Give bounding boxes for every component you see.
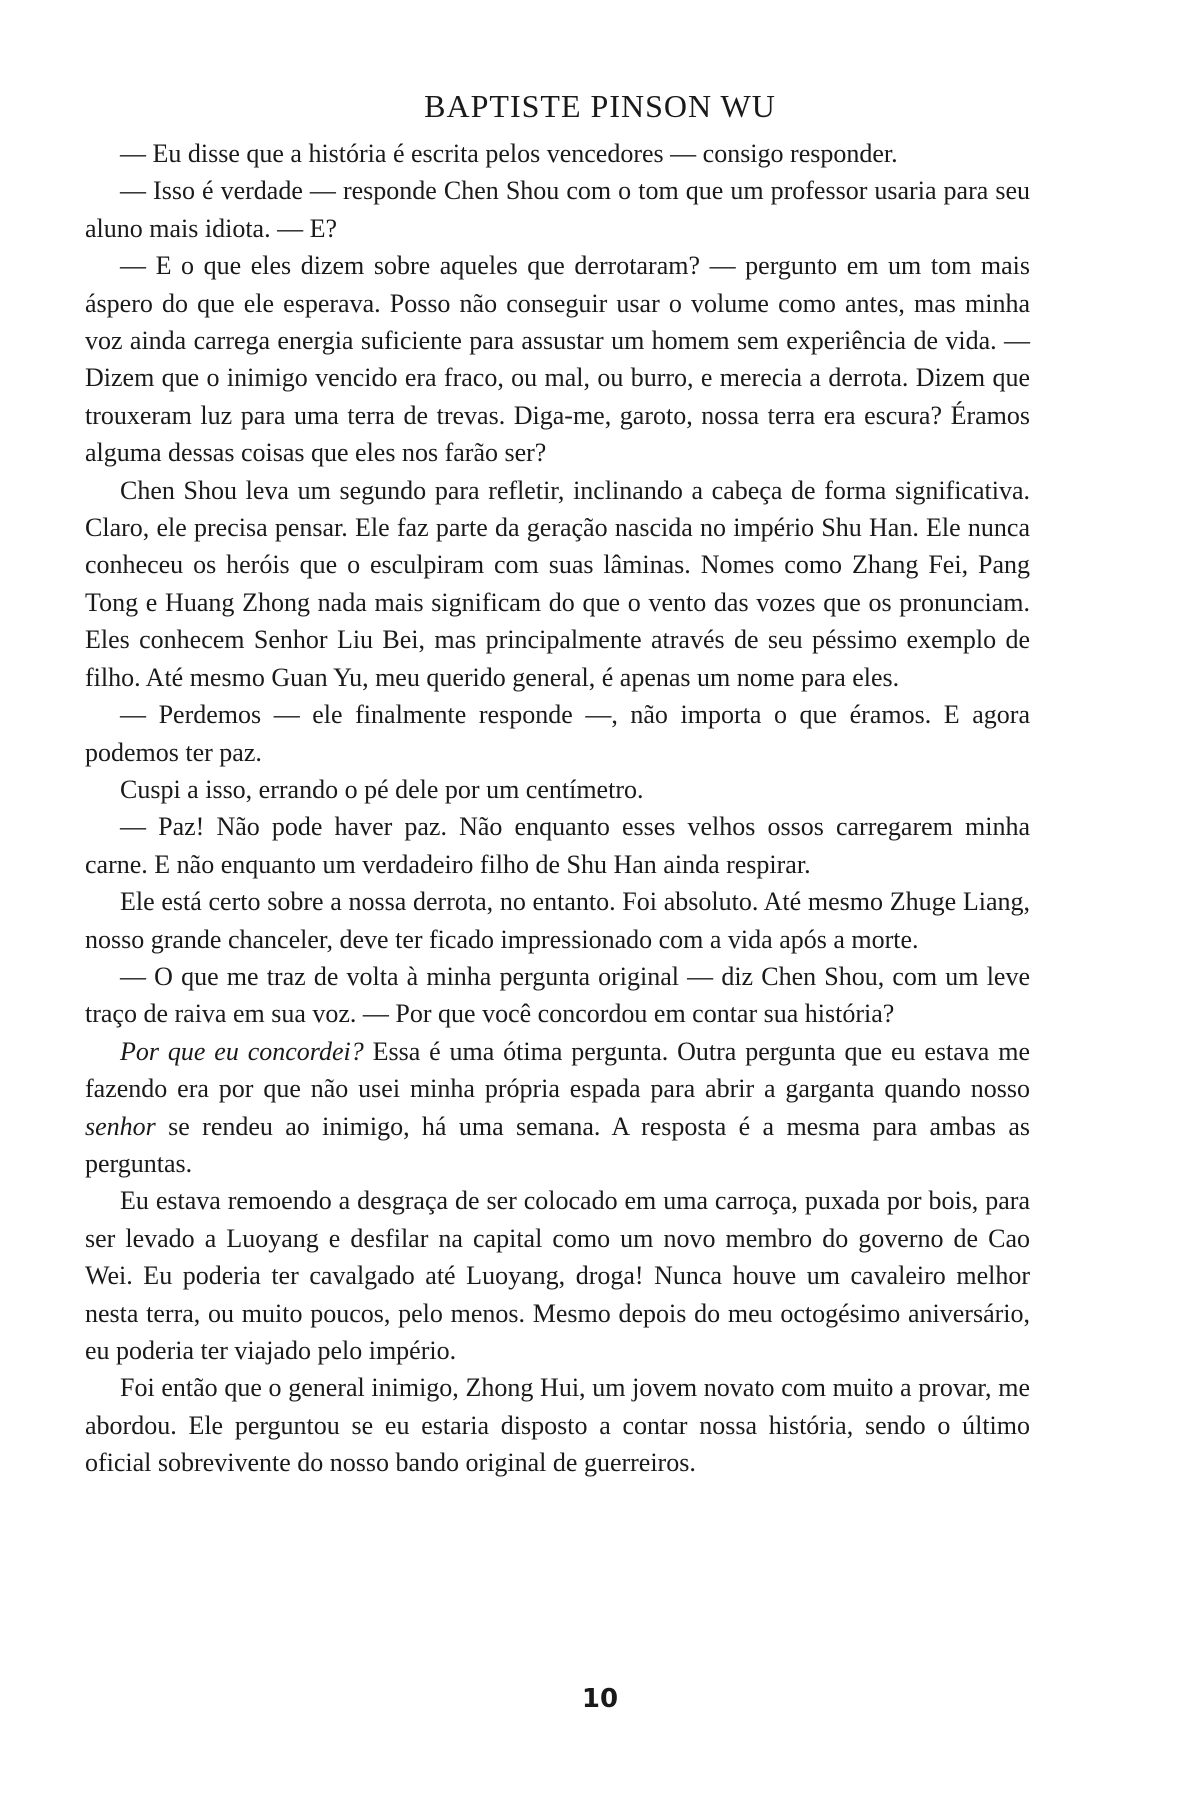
- paragraph: — Perdemos — ele finalmente responde —, não importa o que éramos. E agora podemos ter paz.: [85, 700, 1030, 767]
- page-number: 10: [581, 1684, 619, 1714]
- paragraph-with-italics: [85, 1033, 1030, 1183]
- paragraph: — Eu disse que a história é escrita pelos vencedores — consigo responder.: [120, 139, 898, 168]
- paragraph: — E o que eles dizem sobre aqueles que derrotaram? — pergunto em um tom mais áspero do que ele esperava. Posso não conseguir usar o volume como antes, mas minha voz ainda carrega energia suficiente para assustar um homem sem experiência de vida. — Dizem que o inimigo vencido era fraco, ou mal, ou burro, e merecia a derrota. Dizem que trouxeram luz para uma terra de trevas. Diga-me, garoto, nossa terra era escura? Éramos alguma dessas coisas que eles nos farão ser?: [85, 251, 1030, 468]
- paragraph: Foi então que o general inimigo, Zhong Hui, um jovem novato com muito a provar, me abordou. Ele perguntou se eu estaria disposto a contar nossa história, sendo o último oficial sobrevivente do nosso bando original de guerreiros.: [85, 1373, 1030, 1478]
- paragraph-text: se rendeu ao inimigo, há uma semana. A resposta é a mesma para ambas as perguntas.: [85, 1111, 1030, 1178]
- paragraph: Chen Shou leva um segundo para refletir, inclinando a cabeça de forma significativa. Claro, ele precisa pensar. Ele faz parte da geração nascida no império Shu Han. Ele nunca conheceu os heróis que o esculpiram com suas lâminas. Nomes como Zhang Fei, Pang Tong e Huang Zhong nada mais significam do que o vento das vozes que os pronunciam. Eles conhecem Senhor Liu Bei, mas principalmente através de seu péssimo exemplo de filho. Até mesmo Guan Yu, meu querido general, é apenas um nome para eles.: [85, 475, 1030, 692]
- italic-phrase: Por que eu concordei?: [120, 1036, 364, 1066]
- paragraph: Eu estava remoendo a desgraça de ser colocado em uma carroça, puxada por bois, para ser levado a Luoyang e desfilar na capital como um novo membro do governo de Cao Wei. Eu poderia ter cavalgado até Luoyang, droga! Nunca houve um cavaleiro melhor nesta terra, ou muito poucos, pelo menos. Mesmo depois do meu octogésimo aniversário, eu poderia ter viajado pelo império.: [85, 1186, 1030, 1365]
- paragraph: Cuspi a isso, errando o pé dele por um centímetro.: [120, 774, 644, 804]
- paragraph: — Isso é verdade — responde Chen Shou com o tom que um professor usaria para seu aluno mais idiota. — E?: [85, 176, 1030, 243]
- running-head-author: BAPTISTE PINSON WU: [424, 88, 776, 124]
- italic-word: senhor: [85, 1111, 156, 1141]
- paragraph: — Paz! Não pode haver paz. Não enquanto esses velhos ossos carregarem minha carne. E não enquanto um verdadeiro filho de Shu Han ainda respirar.: [85, 812, 1030, 879]
- paragraph: — O que me traz de volta à minha pergunta original — diz Chen Shou, com um leve traço de raiva em sua voz. — Por que você concordou em contar sua história?: [85, 961, 1030, 1029]
- paragraph-text: Essa é uma ótima pergunta. Outra pergunta que eu estava me fazendo era por que não usei minha própria espada para abrir a garganta quando nosso: [85, 1036, 1030, 1104]
- body-text: [85, 135, 1030, 1482]
- paragraph: Ele está certo sobre a nossa derrota, no entanto. Foi absoluto. Até mesmo Zhuge Liang, nosso grande chanceler, deve ter ficado impressionado com a vida após a morte.: [85, 887, 1030, 954]
